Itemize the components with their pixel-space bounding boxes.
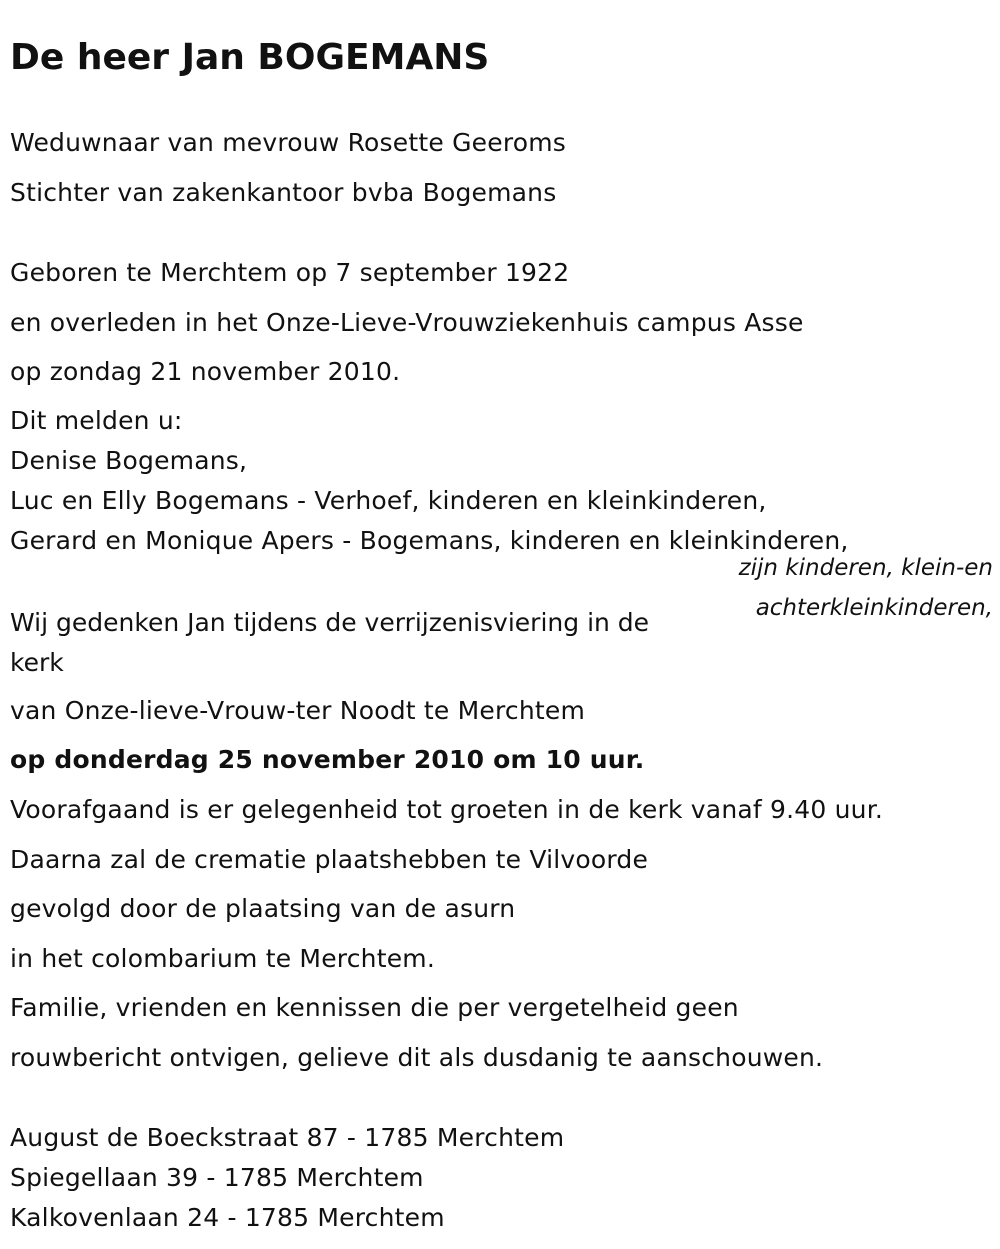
ceremony-detail-6: rouwbericht ontvigen, gelieve dit als dusdanig te aanschouwen. xyxy=(10,1043,824,1072)
ceremony-detail-2: Daarna zal de crematie plaatshebben te Vilvoorde xyxy=(10,845,649,874)
intro-founder: Stichter van zakenkantoor bvba Bogemans xyxy=(10,178,557,207)
ceremony-line-2: van Onze-lieve-Vrouw-ter Noodt te Merchtem xyxy=(10,696,586,725)
ceremony-line-1: Wij gedenken Jan tijdens de verrijzenisviering in de kerk xyxy=(10,608,650,677)
page-title: De heer Jan BOGEMANS xyxy=(10,37,490,78)
ceremony-detail-5: Familie, vrienden en kennissen die per vergetelheid geen xyxy=(10,993,739,1022)
death-place-line: en overleden in het Onze-Lieve-Vrouwziekenhuis campus Asse xyxy=(10,308,804,337)
announce-intro: Dit melden u: xyxy=(10,406,183,435)
address-2: Spiegellaan 39 - 1785 Merchtem xyxy=(10,1163,424,1192)
address-3: Kalkovenlaan 24 - 1785 Merchtem xyxy=(10,1203,445,1232)
announcer-2: Luc en Elly Bogemans - Verhoef, kinderen en kleinkinderen, xyxy=(10,486,767,515)
intro-widower: Weduwnaar van mevrouw Rosette Geeroms xyxy=(10,128,567,157)
side-note: zijn kinderen, klein-en achterkleinkinderen, xyxy=(738,555,993,621)
ceremony-date: op donderdag 25 november 2010 om 10 uur. xyxy=(10,745,645,774)
announcer-3: Gerard en Monique Apers - Bogemans, kinderen en kleinkinderen, xyxy=(10,526,849,555)
ceremony-detail-3: gevolgd door de plaatsing van de asurn xyxy=(10,894,516,923)
address-1: August de Boeckstraat 87 - 1785 Merchtem xyxy=(10,1123,565,1152)
ceremony-detail-4: in het colombarium te Merchtem. xyxy=(10,944,435,973)
announcer-1: Denise Bogemans, xyxy=(10,446,248,475)
birth-line: Geboren te Merchtem op 7 september 1922 xyxy=(10,258,570,287)
ceremony-detail-1: Voorafgaand is er gelegenheid tot groeten in de kerk vanaf 9.40 uur. xyxy=(10,795,884,824)
death-date-line: op zondag 21 november 2010. xyxy=(10,357,401,386)
